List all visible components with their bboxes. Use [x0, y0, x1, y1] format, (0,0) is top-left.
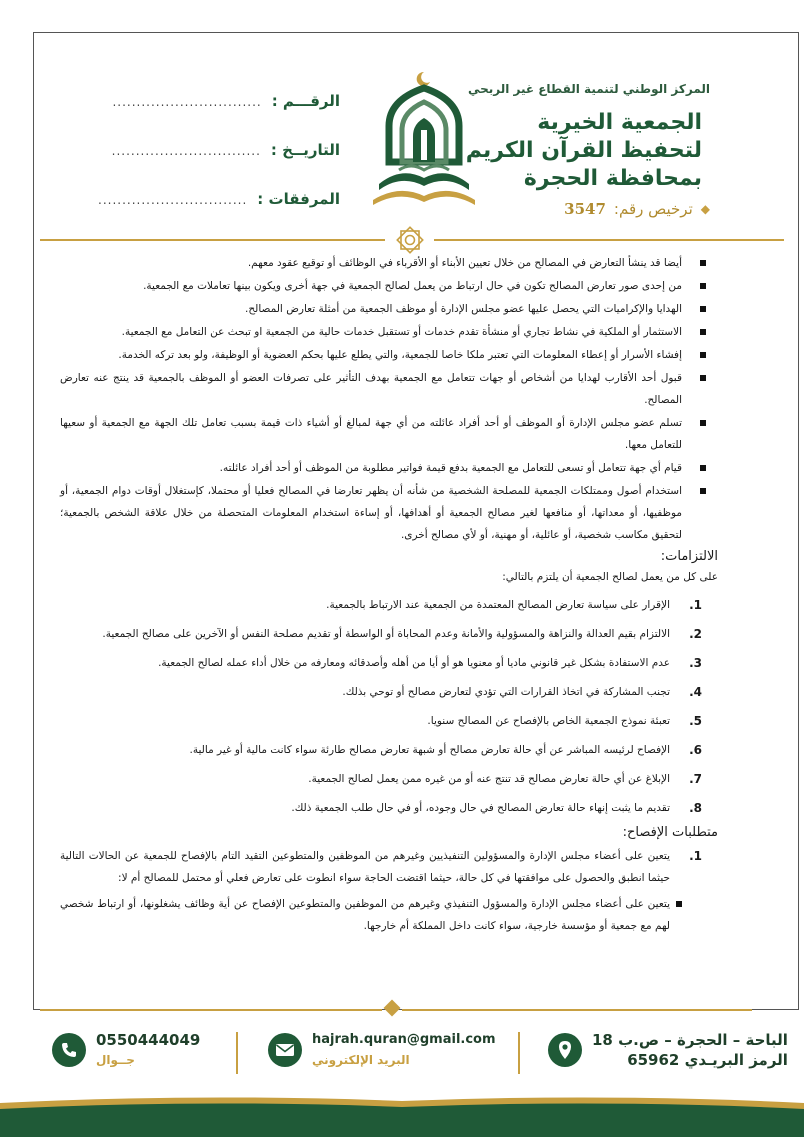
bullet-square-icon — [700, 375, 706, 381]
list-item-text: تسلم عضو مجلس الإدارة أو الموظف أو أحد أفراد عائلته من أي جهة لمبالغ أو أشياء ذات قيمة بسبب تعامل تلك الجهة مع الجمعية أو سعيها للتعامل معها. — [60, 417, 682, 451]
bullet-square-icon — [700, 465, 706, 471]
ref-date-dots: ............................... — [111, 144, 261, 158]
list-item-text: الإقرار على سياسة تعارض المصالح المعتمدة من الجمعية عند الارتباط بالجمعية. — [326, 599, 670, 611]
ref-number-field — [90, 92, 340, 110]
assoc-name-line-2: لتحفيظ القرآن الكريم — [465, 138, 702, 163]
address-line-2: الرمز البريـدي 65962 — [627, 1051, 788, 1069]
item-number: 4. — [689, 685, 702, 699]
header-divider-left — [40, 239, 385, 241]
list-item — [60, 275, 710, 297]
obligations-list — [60, 591, 710, 823]
assoc-name-line-1: الجمعية الخيرية — [537, 110, 702, 135]
bullet-square-icon — [676, 901, 682, 907]
envelope-icon — [268, 1033, 302, 1067]
list-item-text: الإفصاح لرئيسه المباشر عن أي حالة تعارض مصالح أو شبهة تعارض مصالح طارئة سواء كانت مالية أو غير مالية. — [189, 744, 670, 756]
location-pin-icon — [548, 1033, 582, 1067]
list-item-text: استخدام أصول وممتلكات الجمعية للمصلحة الشخصية من شأنه أن يظهر تعارضا في المصالح فعليا أو محتملا، كإستغلال أوقات دوام الجمعية، أو موظفيها، أو معداتها، أو منافعها لغير مصالح الجمعية أو أهدافها، أو إساءة استخدام المعلومات المتحصلة من خلال علاقة الشخص بالجمعية؛ لتحقيق مكاسب شخصية، أو عائلية، أو مهنية، أو لأي مصالح أخرى. — [60, 485, 682, 541]
email-address: hajrah.quran@gmail.com — [312, 1032, 496, 1047]
item-number: 5. — [689, 714, 702, 728]
ref-attachments-dots: ............................... — [98, 193, 248, 207]
phone-icon — [52, 1033, 86, 1067]
list-item — [60, 412, 710, 456]
bullet-square-icon — [700, 420, 706, 426]
header-divider-right — [434, 239, 784, 241]
list-item — [60, 845, 710, 889]
ref-number-label: الرقـــم : — [271, 92, 340, 110]
list-item-text: قبول أحد الأقارب لهدايا من أشخاص أو جهات تتعامل مع الجمعية بهدف التأثير على تصرفات العضو أو الموظف بالجمعية قد ينتج عنه تعارض المصالح. — [60, 372, 682, 406]
license-label: ترخيص رقم: — [613, 200, 693, 218]
phone-label: جــوال — [96, 1053, 135, 1067]
footer-separator — [236, 1032, 238, 1074]
ref-date-field — [90, 141, 340, 159]
list-item — [60, 707, 710, 736]
ref-number-dots: ............................... — [112, 95, 262, 109]
list-item-text: يتعين على أعضاء مجلس الإدارة والمسؤول التنفيذي وغيرهم من الموظفين والمتطوعين الإفصاح عن أية وظائف يشغلونها، أو ارتباط شخصي لهم مع جمعية أو مؤسسة خارجية، سواء كانت داخل المملكة أم خارجها. — [60, 898, 670, 932]
footer-phone — [52, 1030, 200, 1070]
item-number: 8. — [689, 801, 702, 815]
letterhead — [34, 34, 798, 246]
list-item — [60, 252, 710, 274]
list-item — [60, 765, 710, 794]
list-item-text: الالتزام بقيم العدالة والنزاهة والمسؤولية والأمانة وعدم المحاباة أو الواسطة أو تقديم مصلحة النفس أو الآخرين على مصالح الجمعية. — [102, 628, 670, 640]
ref-attachments-label: المرفقات : — [257, 190, 340, 208]
ref-attachments-field — [90, 190, 340, 208]
footer-address — [548, 1030, 788, 1070]
item-number: 2. — [689, 627, 702, 641]
ref-date-label: التاريــخ : — [270, 141, 340, 159]
item-number: 1. — [689, 598, 702, 612]
email-label: البريد الإلكتروني — [312, 1053, 410, 1067]
list-item-text: الاستثمار أو الملكية في نشاط تجاري أو منشأة تقدم خدمات أو تستقبل خدمات حالية من الجمعية او تبحث عن التعامل مع الجمعية. — [121, 326, 682, 338]
list-item-text: تجنب المشاركة في اتخاذ القرارات التي تؤدي لتعارض مصالح أو توحي بذلك. — [342, 686, 670, 698]
list-item-text: تقديم ما يثبت إنهاء حالة تعارض المصالح في حال وجوده، أو في حال طلب الجمعية ذلك. — [291, 802, 670, 814]
mosque-logo-icon — [369, 66, 479, 216]
list-item-text: الهدايا والإكراميات التي يحصل عليها عضو مجلس الإدارة أو موظف الجمعية من أمثلة تعارض المصالح. — [245, 303, 682, 315]
bullet-square-icon — [700, 488, 706, 494]
item-number: 3. — [689, 656, 702, 670]
list-item — [60, 480, 710, 546]
list-item — [60, 794, 710, 823]
address-line-1: الباحة – الحجرة – ص.ب 18 — [592, 1031, 788, 1049]
list-item — [60, 736, 710, 765]
list-item-text: يتعين على أعضاء مجلس الإدارة والمسؤولين التنفيذيين وغيرهم من الموظفين والمتطوعين التقيد التام بالإفصاح للجمعية عن الحالات التالية حيثما انطبق والحصول على موافقتها في كل حالة، حيثما اقتضت الحاجة سواء انطوت على تعارض فعلي أو محتمل للمصالح أم لا: — [60, 850, 670, 884]
footer-rule-right — [402, 1009, 752, 1011]
license-number: 3547 — [564, 200, 606, 218]
footer-wave-band — [0, 1095, 804, 1137]
footer-email — [268, 1030, 496, 1070]
list-item-text: إفشاء الأسرار أو إعطاء المعلومات التي تعتبر ملكا خاصا للجمعية، والتي يطلع عليها بحكم العضوية أو الوظيفة، ولو بعد تركه الخدمة. — [118, 349, 682, 361]
item-number: 7. — [689, 772, 702, 786]
obligations-intro: على كل من يعمل لصالح الجمعية أن يلتزم بالتالي: — [502, 571, 718, 583]
list-item — [60, 298, 710, 320]
list-item-text: أيضا قد ينشأ التعارض في المصالح من خلال تعيين الأبناء أو الأقرباء في الوظائف أو توقيع عقود معهم. — [247, 257, 682, 269]
list-item — [60, 367, 710, 411]
bullet-square-icon — [700, 260, 706, 266]
list-item-text: من إحدى صور تعارض المصالح تكون في حال ارتباط من يعمل لصالح الجمعية في جهة أخرى ويكون بينها تعاملات مع الجمعية. — [143, 280, 682, 292]
list-item — [60, 321, 710, 343]
org-name: المركز الوطني لتنمية القطاع غير الربحي — [467, 82, 710, 96]
item-number: 6. — [689, 743, 702, 757]
item-number: 1. — [689, 849, 702, 863]
list-item-text: تعبئة نموذج الجمعية الخاص بالإفصاح عن المصالح سنويا. — [427, 715, 670, 727]
conflict-examples-list — [60, 252, 710, 546]
list-item-text: قيام أي جهة تتعامل أو تسعى للتعامل مع الجمعية بدفع قيمة فواتير مطلوبة من الموظف أو أحد أفراد عائلته. — [219, 462, 682, 474]
footer-separator — [518, 1032, 520, 1074]
list-item-text: عدم الاستفادة بشكل غير قانوني ماديا أو معنويا هو أو أيا من أهله وأصدقائه ومعارفه من خلال أداء عمله لصالح الجمعية. — [158, 657, 670, 669]
bullet-square-icon — [700, 283, 706, 289]
footer-rule-left — [40, 1009, 382, 1011]
bullet-square-icon — [700, 306, 706, 312]
bullet-square-icon — [700, 329, 706, 335]
disclosure-title: متطلبات الإفصاح: — [622, 825, 718, 840]
diamond-icon: ◆ — [700, 202, 710, 216]
license — [564, 200, 710, 218]
list-item — [60, 649, 710, 678]
assoc-name-line-3: بمحافظة الحجرة — [523, 166, 702, 191]
list-item — [60, 344, 710, 366]
obligations-title: الالتزامات: — [660, 549, 718, 564]
list-item — [60, 591, 710, 620]
list-item — [60, 678, 710, 707]
document-body — [60, 252, 718, 937]
disclosure-list — [60, 845, 710, 937]
list-item — [60, 893, 710, 937]
list-item — [60, 620, 710, 649]
phone-number: 0550444049 — [96, 1031, 201, 1049]
list-item — [60, 457, 710, 479]
list-item-text: الإبلاغ عن أي حالة تعارض مصالح قد تنتج عنه أو من غيره ممن يعمل لصالح الجمعية. — [308, 773, 670, 785]
bullet-square-icon — [700, 352, 706, 358]
